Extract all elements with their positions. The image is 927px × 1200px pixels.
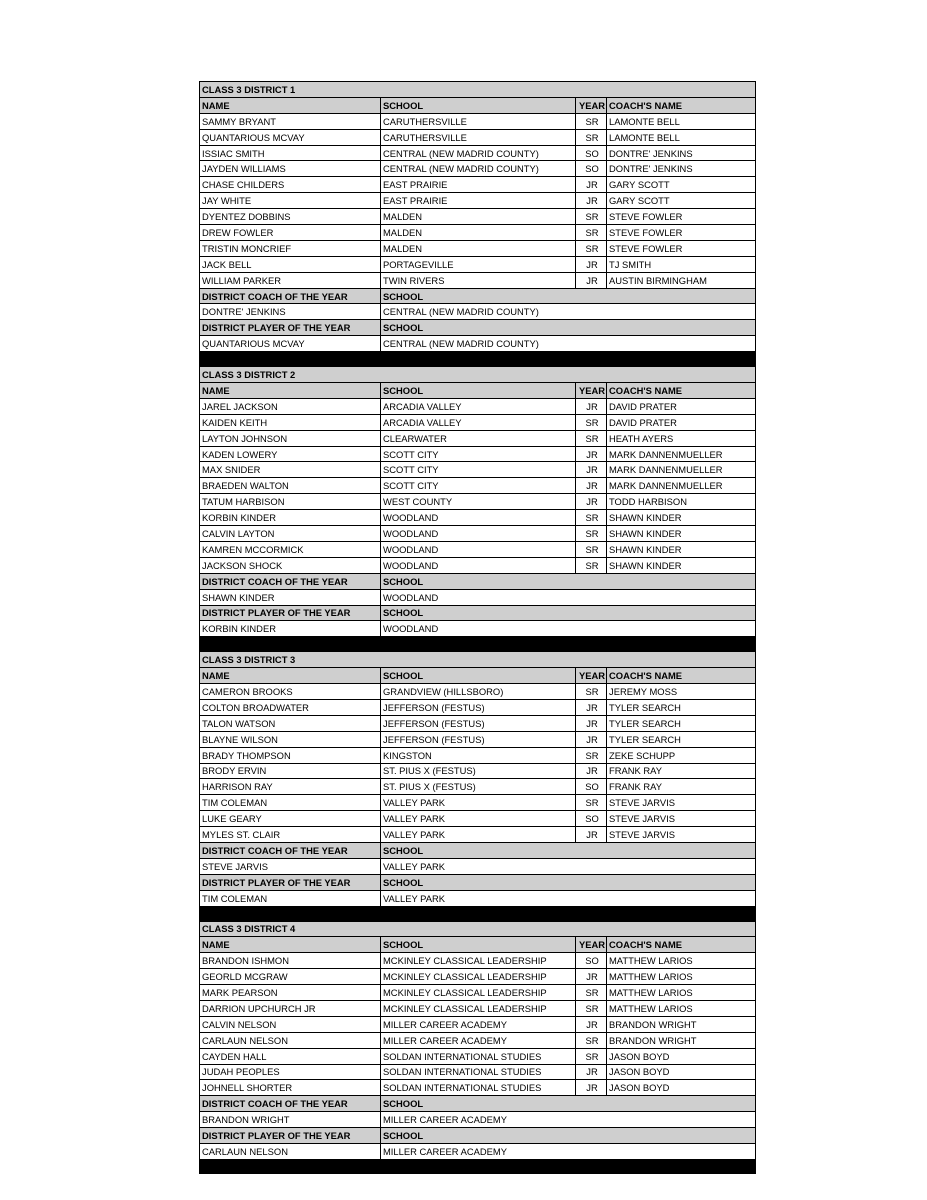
player-year: JR bbox=[576, 969, 607, 985]
coach-of-year-label: DISTRICT COACH OF THE YEAR bbox=[200, 288, 381, 304]
player-coach: MATTHEW LARIOS bbox=[607, 969, 756, 985]
coach-of-year-school-label: SCHOOL bbox=[381, 573, 756, 589]
player-row bbox=[200, 715, 756, 731]
player-school: VALLEY PARK bbox=[381, 827, 576, 843]
player-school: VALLEY PARK bbox=[381, 811, 576, 827]
player-row bbox=[200, 272, 756, 288]
player-school: SOLDAN INTERNATIONAL STUDIES bbox=[381, 1080, 576, 1096]
player-row bbox=[200, 129, 756, 145]
coach-of-year-label: DISTRICT COACH OF THE YEAR bbox=[200, 1096, 381, 1112]
player-row bbox=[200, 494, 756, 510]
player-row bbox=[200, 225, 756, 241]
header-coach: COACH'S NAME bbox=[607, 383, 756, 399]
player-name: MYLES ST. CLAIR bbox=[200, 827, 381, 843]
player-name: DREW FOWLER bbox=[200, 225, 381, 241]
player-school: VALLEY PARK bbox=[381, 795, 576, 811]
player-name: CAYDEN HALL bbox=[200, 1048, 381, 1064]
player-school: ST. PIUS X (FESTUS) bbox=[381, 763, 576, 779]
header-name: NAME bbox=[200, 383, 381, 399]
player-row bbox=[200, 985, 756, 1001]
player-coach: STEVE FOWLER bbox=[607, 225, 756, 241]
header-coach: COACH'S NAME bbox=[607, 97, 756, 113]
player-name: JOHNELL SHORTER bbox=[200, 1080, 381, 1096]
player-of-year-school: MILLER CAREER ACADEMY bbox=[381, 1144, 756, 1160]
player-of-year-name: CARLAUN NELSON bbox=[200, 1144, 381, 1160]
player-of-year-name: QUANTARIOUS MCVAY bbox=[200, 336, 381, 352]
player-school: MCKINLEY CLASSICAL LEADERSHIP bbox=[381, 985, 576, 1001]
player-row bbox=[200, 827, 756, 843]
player-name: MARK PEARSON bbox=[200, 985, 381, 1001]
player-name: LUKE GEARY bbox=[200, 811, 381, 827]
player-row bbox=[200, 113, 756, 129]
coach-of-year-label: DISTRICT COACH OF THE YEAR bbox=[200, 573, 381, 589]
player-school: WOODLAND bbox=[381, 557, 576, 573]
player-row bbox=[200, 684, 756, 700]
player-of-year-header-row bbox=[200, 320, 756, 336]
player-year: SR bbox=[576, 795, 607, 811]
player-year: JR bbox=[576, 1016, 607, 1032]
district-title-row bbox=[200, 652, 756, 668]
player-name: KADEN LOWERY bbox=[200, 446, 381, 462]
player-coach: SHAWN KINDER bbox=[607, 526, 756, 542]
player-row bbox=[200, 193, 756, 209]
player-of-year-school: CENTRAL (NEW MADRID COUNTY) bbox=[381, 336, 756, 352]
player-year: SR bbox=[576, 430, 607, 446]
coach-of-year-school-label: SCHOOL bbox=[381, 1096, 756, 1112]
separator-bar bbox=[200, 637, 756, 651]
player-of-year-label: DISTRICT PLAYER OF THE YEAR bbox=[200, 1128, 381, 1144]
player-school: CARUTHERSVILLE bbox=[381, 129, 576, 145]
player-row bbox=[200, 699, 756, 715]
player-school: EAST PRAIRIE bbox=[381, 193, 576, 209]
player-year: SR bbox=[576, 747, 607, 763]
player-coach: FRANK RAY bbox=[607, 763, 756, 779]
player-coach: LAMONTE BELL bbox=[607, 113, 756, 129]
player-row bbox=[200, 240, 756, 256]
player-coach: TODD HARBISON bbox=[607, 494, 756, 510]
coach-of-year-name: DONTRE' JENKINS bbox=[200, 304, 381, 320]
player-row bbox=[200, 1032, 756, 1048]
district-table bbox=[199, 81, 756, 366]
player-year: JR bbox=[576, 256, 607, 272]
player-coach: JASON BOYD bbox=[607, 1048, 756, 1064]
player-name: MAX SNIDER bbox=[200, 462, 381, 478]
player-year: SO bbox=[576, 145, 607, 161]
column-header-row bbox=[200, 937, 756, 953]
separator-bar bbox=[200, 1159, 756, 1173]
player-school: SOLDAN INTERNATIONAL STUDIES bbox=[381, 1048, 576, 1064]
player-school: TWIN RIVERS bbox=[381, 272, 576, 288]
player-coach: TYLER SEARCH bbox=[607, 699, 756, 715]
player-coach: BRANDON WRIGHT bbox=[607, 1032, 756, 1048]
player-name: CAMERON BROOKS bbox=[200, 684, 381, 700]
player-school: SCOTT CITY bbox=[381, 446, 576, 462]
player-name: BLAYNE WILSON bbox=[200, 731, 381, 747]
player-of-year-row bbox=[200, 890, 756, 906]
player-school: CLEARWATER bbox=[381, 430, 576, 446]
coach-of-year-name: SHAWN KINDER bbox=[200, 589, 381, 605]
player-year: JR bbox=[576, 398, 607, 414]
player-year: SR bbox=[576, 985, 607, 1001]
coach-of-year-header-row bbox=[200, 842, 756, 858]
player-row bbox=[200, 1048, 756, 1064]
player-row bbox=[200, 779, 756, 795]
player-coach: DAVID PRATER bbox=[607, 398, 756, 414]
player-row bbox=[200, 731, 756, 747]
player-coach: DONTRE' JENKINS bbox=[607, 161, 756, 177]
player-coach: STEVE JARVIS bbox=[607, 811, 756, 827]
column-header-row bbox=[200, 97, 756, 113]
player-coach: STEVE FOWLER bbox=[607, 209, 756, 225]
player-coach: JASON BOYD bbox=[607, 1064, 756, 1080]
player-year: JR bbox=[576, 272, 607, 288]
coach-of-year-school: CENTRAL (NEW MADRID COUNTY) bbox=[381, 304, 756, 320]
player-coach: BRANDON WRIGHT bbox=[607, 1016, 756, 1032]
player-school: CENTRAL (NEW MADRID COUNTY) bbox=[381, 145, 576, 161]
player-year: JR bbox=[576, 446, 607, 462]
player-name: CALVIN LAYTON bbox=[200, 526, 381, 542]
player-school: MCKINLEY CLASSICAL LEADERSHIP bbox=[381, 969, 576, 985]
player-year: SR bbox=[576, 526, 607, 542]
player-school: ARCADIA VALLEY bbox=[381, 398, 576, 414]
district-title: CLASS 3 DISTRICT 2 bbox=[200, 367, 756, 383]
player-school: MILLER CAREER ACADEMY bbox=[381, 1032, 576, 1048]
player-year: JR bbox=[576, 478, 607, 494]
player-school: CARUTHERSVILLE bbox=[381, 113, 576, 129]
player-coach: FRANK RAY bbox=[607, 779, 756, 795]
player-year: JR bbox=[576, 177, 607, 193]
player-year: JR bbox=[576, 731, 607, 747]
player-year: JR bbox=[576, 462, 607, 478]
separator-bar bbox=[200, 352, 756, 366]
player-coach: GARY SCOTT bbox=[607, 193, 756, 209]
player-school: MCKINLEY CLASSICAL LEADERSHIP bbox=[381, 953, 576, 969]
player-school: MCKINLEY CLASSICAL LEADERSHIP bbox=[381, 1000, 576, 1016]
player-of-year-school-label: SCHOOL bbox=[381, 320, 756, 336]
player-row bbox=[200, 541, 756, 557]
player-of-year-header-row bbox=[200, 1128, 756, 1144]
player-year: JR bbox=[576, 1080, 607, 1096]
player-name: KAMREN MCCORMICK bbox=[200, 541, 381, 557]
player-name: ISSIAC SMITH bbox=[200, 145, 381, 161]
player-school: WEST COUNTY bbox=[381, 494, 576, 510]
player-year: JR bbox=[576, 715, 607, 731]
header-school: SCHOOL bbox=[381, 97, 576, 113]
player-year: SO bbox=[576, 161, 607, 177]
player-row bbox=[200, 953, 756, 969]
player-school: WOODLAND bbox=[381, 541, 576, 557]
coach-of-year-header-row bbox=[200, 288, 756, 304]
player-school: JEFFERSON (FESTUS) bbox=[381, 731, 576, 747]
player-of-year-label: DISTRICT PLAYER OF THE YEAR bbox=[200, 605, 381, 621]
coach-of-year-header-row bbox=[200, 573, 756, 589]
player-row bbox=[200, 145, 756, 161]
player-of-year-header-row bbox=[200, 605, 756, 621]
player-school: JEFFERSON (FESTUS) bbox=[381, 699, 576, 715]
header-name: NAME bbox=[200, 97, 381, 113]
player-of-year-school-label: SCHOOL bbox=[381, 874, 756, 890]
player-coach: JASON BOYD bbox=[607, 1080, 756, 1096]
player-year: SR bbox=[576, 684, 607, 700]
player-school: WOODLAND bbox=[381, 526, 576, 542]
player-of-year-school-label: SCHOOL bbox=[381, 1128, 756, 1144]
player-coach: SHAWN KINDER bbox=[607, 541, 756, 557]
player-name: TRISTIN MONCRIEF bbox=[200, 240, 381, 256]
player-name: JAYDEN WILLIAMS bbox=[200, 161, 381, 177]
player-row bbox=[200, 1064, 756, 1080]
player-year: JR bbox=[576, 1064, 607, 1080]
player-school: MALDEN bbox=[381, 240, 576, 256]
player-year: JR bbox=[576, 827, 607, 843]
player-school: PORTAGEVILLE bbox=[381, 256, 576, 272]
player-name: HARRISON RAY bbox=[200, 779, 381, 795]
player-year: JR bbox=[576, 193, 607, 209]
coach-of-year-label: DISTRICT COACH OF THE YEAR bbox=[200, 842, 381, 858]
coach-of-year-row bbox=[200, 304, 756, 320]
player-coach: SHAWN KINDER bbox=[607, 557, 756, 573]
player-coach: MARK DANNENMUELLER bbox=[607, 478, 756, 494]
column-header-row bbox=[200, 383, 756, 399]
header-year: YEAR bbox=[576, 937, 607, 953]
player-coach: TYLER SEARCH bbox=[607, 715, 756, 731]
player-coach: LAMONTE BELL bbox=[607, 129, 756, 145]
player-coach: HEATH AYERS bbox=[607, 430, 756, 446]
player-coach: SHAWN KINDER bbox=[607, 510, 756, 526]
player-year: SR bbox=[576, 541, 607, 557]
player-row bbox=[200, 430, 756, 446]
player-coach: TYLER SEARCH bbox=[607, 731, 756, 747]
player-name: WILLIAM PARKER bbox=[200, 272, 381, 288]
player-school: MALDEN bbox=[381, 225, 576, 241]
player-of-year-header-row bbox=[200, 874, 756, 890]
player-year: SR bbox=[576, 1032, 607, 1048]
district-table bbox=[199, 366, 756, 651]
player-school: MILLER CAREER ACADEMY bbox=[381, 1016, 576, 1032]
player-name: KAIDEN KEITH bbox=[200, 414, 381, 430]
player-name: DARRION UPCHURCH JR bbox=[200, 1000, 381, 1016]
player-of-year-row bbox=[200, 336, 756, 352]
player-coach: MARK DANNENMUELLER bbox=[607, 462, 756, 478]
header-school: SCHOOL bbox=[381, 383, 576, 399]
player-year: JR bbox=[576, 494, 607, 510]
header-year: YEAR bbox=[576, 97, 607, 113]
column-header-row bbox=[200, 668, 756, 684]
player-year: SR bbox=[576, 1000, 607, 1016]
player-school: CENTRAL (NEW MADRID COUNTY) bbox=[381, 161, 576, 177]
header-name: NAME bbox=[200, 668, 381, 684]
player-row bbox=[200, 398, 756, 414]
header-school: SCHOOL bbox=[381, 668, 576, 684]
coach-of-year-row bbox=[200, 1112, 756, 1128]
player-school: GRANDVIEW (HILLSBORO) bbox=[381, 684, 576, 700]
player-row bbox=[200, 209, 756, 225]
header-name: NAME bbox=[200, 937, 381, 953]
player-school: JEFFERSON (FESTUS) bbox=[381, 715, 576, 731]
player-year: SR bbox=[576, 209, 607, 225]
player-row bbox=[200, 763, 756, 779]
player-coach: GARY SCOTT bbox=[607, 177, 756, 193]
player-school: ARCADIA VALLEY bbox=[381, 414, 576, 430]
coach-of-year-row bbox=[200, 589, 756, 605]
player-row bbox=[200, 161, 756, 177]
player-coach: MARK DANNENMUELLER bbox=[607, 446, 756, 462]
player-row bbox=[200, 478, 756, 494]
player-of-year-label: DISTRICT PLAYER OF THE YEAR bbox=[200, 320, 381, 336]
player-name: JAREL JACKSON bbox=[200, 398, 381, 414]
player-school: SCOTT CITY bbox=[381, 478, 576, 494]
player-of-year-name: KORBIN KINDER bbox=[200, 621, 381, 637]
coach-of-year-row bbox=[200, 858, 756, 874]
player-row bbox=[200, 557, 756, 573]
coach-of-year-name: BRANDON WRIGHT bbox=[200, 1112, 381, 1128]
district-title-row bbox=[200, 82, 756, 98]
player-of-year-school-label: SCHOOL bbox=[381, 605, 756, 621]
player-name: TATUM HARBISON bbox=[200, 494, 381, 510]
player-year: SO bbox=[576, 779, 607, 795]
player-coach: DONTRE' JENKINS bbox=[607, 145, 756, 161]
player-school: SOLDAN INTERNATIONAL STUDIES bbox=[381, 1064, 576, 1080]
player-name: BRAEDEN WALTON bbox=[200, 478, 381, 494]
coach-of-year-school: WOODLAND bbox=[381, 589, 756, 605]
player-coach: STEVE JARVIS bbox=[607, 827, 756, 843]
player-coach: ZEKE SCHUPP bbox=[607, 747, 756, 763]
header-coach: COACH'S NAME bbox=[607, 668, 756, 684]
player-coach: STEVE FOWLER bbox=[607, 240, 756, 256]
player-year: JR bbox=[576, 699, 607, 715]
player-year: SR bbox=[576, 225, 607, 241]
player-coach: TJ SMITH bbox=[607, 256, 756, 272]
header-year: YEAR bbox=[576, 668, 607, 684]
player-of-year-school: VALLEY PARK bbox=[381, 890, 756, 906]
district-title: CLASS 3 DISTRICT 4 bbox=[200, 921, 756, 937]
player-school: SCOTT CITY bbox=[381, 462, 576, 478]
player-row bbox=[200, 747, 756, 763]
player-row bbox=[200, 1016, 756, 1032]
player-school: MALDEN bbox=[381, 209, 576, 225]
player-coach: DAVID PRATER bbox=[607, 414, 756, 430]
header-coach: COACH'S NAME bbox=[607, 937, 756, 953]
player-name: BRANDON ISHMON bbox=[200, 953, 381, 969]
district-title-row bbox=[200, 921, 756, 937]
player-row bbox=[200, 969, 756, 985]
player-name: JACK BELL bbox=[200, 256, 381, 272]
player-year: SR bbox=[576, 240, 607, 256]
player-of-year-school: WOODLAND bbox=[381, 621, 756, 637]
coach-of-year-school: MILLER CAREER ACADEMY bbox=[381, 1112, 756, 1128]
player-of-year-row bbox=[200, 1144, 756, 1160]
player-name: SAMMY BRYANT bbox=[200, 113, 381, 129]
player-row bbox=[200, 526, 756, 542]
player-name: CARLAUN NELSON bbox=[200, 1032, 381, 1048]
player-name: KORBIN KINDER bbox=[200, 510, 381, 526]
player-row bbox=[200, 510, 756, 526]
player-row bbox=[200, 414, 756, 430]
district-title-row bbox=[200, 367, 756, 383]
separator-bar bbox=[200, 906, 756, 920]
player-name: CALVIN NELSON bbox=[200, 1016, 381, 1032]
player-of-year-row bbox=[200, 621, 756, 637]
player-name: JAY WHITE bbox=[200, 193, 381, 209]
all-district-document bbox=[199, 81, 755, 1174]
player-row bbox=[200, 446, 756, 462]
player-name: CHASE CHILDERS bbox=[200, 177, 381, 193]
player-of-year-label: DISTRICT PLAYER OF THE YEAR bbox=[200, 874, 381, 890]
coach-of-year-school: VALLEY PARK bbox=[381, 858, 756, 874]
player-name: GEORLD MCGRAW bbox=[200, 969, 381, 985]
player-name: TALON WATSON bbox=[200, 715, 381, 731]
player-name: BRODY ERVIN bbox=[200, 763, 381, 779]
player-year: SO bbox=[576, 811, 607, 827]
player-name: QUANTARIOUS MCVAY bbox=[200, 129, 381, 145]
player-name: TIM COLEMAN bbox=[200, 795, 381, 811]
player-year: SR bbox=[576, 1048, 607, 1064]
player-name: JACKSON SHOCK bbox=[200, 557, 381, 573]
header-school: SCHOOL bbox=[381, 937, 576, 953]
player-coach: MATTHEW LARIOS bbox=[607, 1000, 756, 1016]
player-school: KINGSTON bbox=[381, 747, 576, 763]
header-year: YEAR bbox=[576, 383, 607, 399]
player-year: SR bbox=[576, 510, 607, 526]
player-year: SR bbox=[576, 414, 607, 430]
player-coach: AUSTIN BIRMINGHAM bbox=[607, 272, 756, 288]
district-table bbox=[199, 921, 756, 1174]
player-name: JUDAH PEOPLES bbox=[200, 1064, 381, 1080]
player-year: SR bbox=[576, 129, 607, 145]
player-row bbox=[200, 1000, 756, 1016]
player-coach: STEVE JARVIS bbox=[607, 795, 756, 811]
player-school: ST. PIUS X (FESTUS) bbox=[381, 779, 576, 795]
player-year: SR bbox=[576, 557, 607, 573]
player-name: DYENTEZ DOBBINS bbox=[200, 209, 381, 225]
player-school: WOODLAND bbox=[381, 510, 576, 526]
player-coach: MATTHEW LARIOS bbox=[607, 985, 756, 1001]
player-of-year-name: TIM COLEMAN bbox=[200, 890, 381, 906]
player-name: LAYTON JOHNSON bbox=[200, 430, 381, 446]
player-row bbox=[200, 795, 756, 811]
district-table bbox=[199, 651, 756, 920]
player-year: SR bbox=[576, 113, 607, 129]
coach-of-year-header-row bbox=[200, 1096, 756, 1112]
player-name: BRADY THOMPSON bbox=[200, 747, 381, 763]
player-year: JR bbox=[576, 763, 607, 779]
player-coach: JEREMY MOSS bbox=[607, 684, 756, 700]
player-coach: MATTHEW LARIOS bbox=[607, 953, 756, 969]
player-name: COLTON BROADWATER bbox=[200, 699, 381, 715]
district-title: CLASS 3 DISTRICT 3 bbox=[200, 652, 756, 668]
player-school: EAST PRAIRIE bbox=[381, 177, 576, 193]
district-title: CLASS 3 DISTRICT 1 bbox=[200, 82, 756, 98]
coach-of-year-school-label: SCHOOL bbox=[381, 842, 756, 858]
player-year: SO bbox=[576, 953, 607, 969]
player-row bbox=[200, 462, 756, 478]
player-row bbox=[200, 1080, 756, 1096]
player-row bbox=[200, 256, 756, 272]
player-row bbox=[200, 811, 756, 827]
player-row bbox=[200, 177, 756, 193]
coach-of-year-school-label: SCHOOL bbox=[381, 288, 756, 304]
coach-of-year-name: STEVE JARVIS bbox=[200, 858, 381, 874]
